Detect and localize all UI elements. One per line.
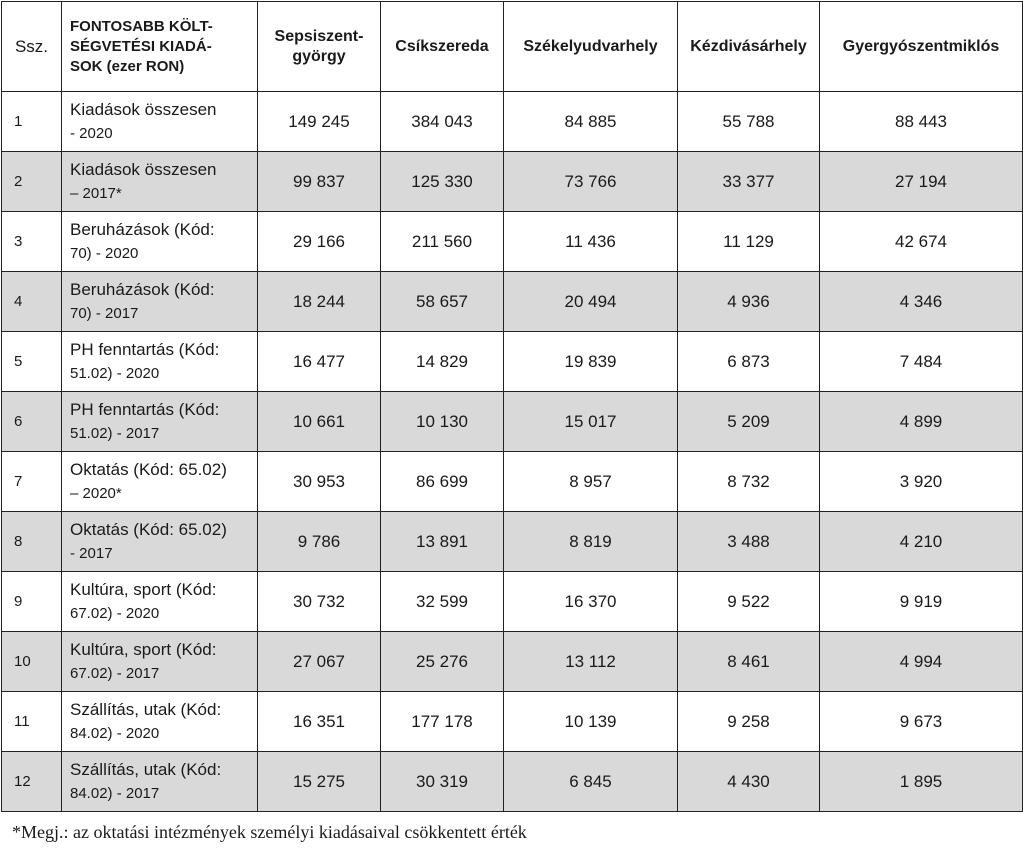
row-label-line: 51.02) - 2020 xyxy=(70,364,160,382)
row-label-line: – 2017* xyxy=(70,184,122,202)
row-label xyxy=(62,392,258,452)
value-cell: 11 436 xyxy=(504,212,678,272)
row-number: 10 xyxy=(2,632,62,692)
table-row xyxy=(2,572,1023,632)
table-row xyxy=(2,212,1023,272)
row-number: 7 xyxy=(2,452,62,512)
value-cell: 86 699 xyxy=(381,452,504,512)
table-row xyxy=(2,752,1023,812)
value-cell: 125 330 xyxy=(381,152,504,212)
header-city-csikszereda: Csíkszereda xyxy=(381,2,504,92)
row-label-line: 70) - 2017 xyxy=(70,304,139,322)
row-label-line: 84.02) - 2017 xyxy=(70,784,160,802)
row-label-line: PH fenntartás (Kód: xyxy=(70,339,220,359)
row-number: 1 xyxy=(2,92,62,152)
value-cell: 13 891 xyxy=(381,512,504,572)
value-cell: 8 957 xyxy=(504,452,678,512)
header-city-kezdivasarhely: Kézdivásárhely xyxy=(678,2,820,92)
header-row xyxy=(2,2,1023,92)
value-cell: 84 885 xyxy=(504,92,678,152)
table-row xyxy=(2,152,1023,212)
value-cell: 55 788 xyxy=(678,92,820,152)
header-city-line: györgy xyxy=(292,47,346,65)
value-cell: 30 732 xyxy=(258,572,381,632)
value-cell: 27 194 xyxy=(820,152,1023,212)
value-cell: 10 130 xyxy=(381,392,504,452)
value-cell: 4 210 xyxy=(820,512,1023,572)
row-label-line: Kiadások összesen xyxy=(70,159,217,179)
header-city-szekelyudvarhely: Székelyudvarhely xyxy=(504,2,678,92)
table-row xyxy=(2,512,1023,572)
row-label-line: Szállítás, utak (Kód: xyxy=(70,759,222,779)
row-label-line: - 2017 xyxy=(70,544,113,562)
value-cell: 16 477 xyxy=(258,332,381,392)
row-label-line: 67.02) - 2017 xyxy=(70,664,160,682)
row-label-line: Kultúra, sport (Kód: xyxy=(70,639,217,659)
row-number: 11 xyxy=(2,692,62,752)
value-cell: 1 895 xyxy=(820,752,1023,812)
value-cell: 42 674 xyxy=(820,212,1023,272)
table-row xyxy=(2,692,1023,752)
row-label xyxy=(62,212,258,272)
value-cell: 33 377 xyxy=(678,152,820,212)
value-cell: 10 139 xyxy=(504,692,678,752)
value-cell: 3 488 xyxy=(678,512,820,572)
table-row xyxy=(2,92,1023,152)
value-cell: 6 845 xyxy=(504,752,678,812)
row-number: 3 xyxy=(2,212,62,272)
header-ssz: Ssz. xyxy=(2,2,62,92)
value-cell: 9 919 xyxy=(820,572,1023,632)
value-cell: 18 244 xyxy=(258,272,381,332)
value-cell: 19 839 xyxy=(504,332,678,392)
header-city-sepsiszentgyorgy xyxy=(258,2,381,92)
value-cell: 14 829 xyxy=(381,332,504,392)
table-row xyxy=(2,632,1023,692)
row-label xyxy=(62,452,258,512)
value-cell: 8 461 xyxy=(678,632,820,692)
row-label-line: Kiadások összesen xyxy=(70,99,217,119)
table-row xyxy=(2,332,1023,392)
value-cell: 4 936 xyxy=(678,272,820,332)
value-cell: 4 346 xyxy=(820,272,1023,332)
row-label xyxy=(62,632,258,692)
value-cell: 16 370 xyxy=(504,572,678,632)
row-label-line: Oktatás (Kód: 65.02) xyxy=(70,519,227,539)
table-row xyxy=(2,272,1023,332)
value-cell: 9 258 xyxy=(678,692,820,752)
header-title-line: SÉGVETÉSI KIADÁ- xyxy=(70,37,212,55)
row-label-line: PH fenntartás (Kód: xyxy=(70,399,220,419)
value-cell: 20 494 xyxy=(504,272,678,332)
header-city-line: Sepsiszent- xyxy=(274,27,364,45)
value-cell: 73 766 xyxy=(504,152,678,212)
row-number: 2 xyxy=(2,152,62,212)
row-label-line: - 2020 xyxy=(70,124,113,142)
row-number: 5 xyxy=(2,332,62,392)
header-title-line: FONTOSABB KÖLT- xyxy=(70,17,213,35)
table-row xyxy=(2,392,1023,452)
table-row xyxy=(2,452,1023,512)
row-label-line: Beruházások (Kód: xyxy=(70,279,215,299)
value-cell: 4 899 xyxy=(820,392,1023,452)
row-number: 12 xyxy=(2,752,62,812)
value-cell: 9 522 xyxy=(678,572,820,632)
row-label xyxy=(62,272,258,332)
row-label-line: – 2020* xyxy=(70,484,122,502)
row-number: 4 xyxy=(2,272,62,332)
value-cell: 5 209 xyxy=(678,392,820,452)
row-label xyxy=(62,92,258,152)
row-label xyxy=(62,692,258,752)
row-number: 9 xyxy=(2,572,62,632)
value-cell: 9 673 xyxy=(820,692,1023,752)
value-cell: 29 166 xyxy=(258,212,381,272)
value-cell: 8 819 xyxy=(504,512,678,572)
value-cell: 88 443 xyxy=(820,92,1023,152)
row-label xyxy=(62,152,258,212)
header-title-line: SOK (ezer RON) xyxy=(70,57,185,75)
row-number: 8 xyxy=(2,512,62,572)
row-label-line: Szállítás, utak (Kód: xyxy=(70,699,222,719)
budget-table xyxy=(1,1,1023,812)
value-cell: 15 275 xyxy=(258,752,381,812)
row-label-line: 70) - 2020 xyxy=(70,244,139,262)
header-city-gyergyoszentmiklos: Gyergyószentmiklós xyxy=(820,2,1023,92)
row-label-line: Oktatás (Kód: 65.02) xyxy=(70,459,227,479)
value-cell: 177 178 xyxy=(381,692,504,752)
value-cell: 9 786 xyxy=(258,512,381,572)
row-number: 6 xyxy=(2,392,62,452)
value-cell: 4 430 xyxy=(678,752,820,812)
value-cell: 211 560 xyxy=(381,212,504,272)
footnote: *Megj.: az oktatási intézmények személyi kiadásaival csökkentett érték xyxy=(12,822,527,842)
row-label-line: 51.02) - 2017 xyxy=(70,424,160,442)
value-cell: 8 732 xyxy=(678,452,820,512)
value-cell: 384 043 xyxy=(381,92,504,152)
value-cell: 30 319 xyxy=(381,752,504,812)
value-cell: 10 661 xyxy=(258,392,381,452)
row-label-line: Beruházások (Kód: xyxy=(70,219,215,239)
value-cell: 11 129 xyxy=(678,212,820,272)
value-cell: 3 920 xyxy=(820,452,1023,512)
value-cell: 4 994 xyxy=(820,632,1023,692)
value-cell: 6 873 xyxy=(678,332,820,392)
value-cell: 149 245 xyxy=(258,92,381,152)
value-cell: 32 599 xyxy=(381,572,504,632)
value-cell: 30 953 xyxy=(258,452,381,512)
value-cell: 58 657 xyxy=(381,272,504,332)
value-cell: 15 017 xyxy=(504,392,678,452)
row-label xyxy=(62,512,258,572)
value-cell: 13 112 xyxy=(504,632,678,692)
header-title xyxy=(62,2,258,92)
row-label-line: 84.02) - 2020 xyxy=(70,724,160,742)
value-cell: 7 484 xyxy=(820,332,1023,392)
value-cell: 27 067 xyxy=(258,632,381,692)
row-label-line: Kultúra, sport (Kód: xyxy=(70,579,217,599)
value-cell: 25 276 xyxy=(381,632,504,692)
value-cell: 99 837 xyxy=(258,152,381,212)
value-cell: 16 351 xyxy=(258,692,381,752)
table-body xyxy=(2,92,1023,812)
row-label xyxy=(62,572,258,632)
row-label xyxy=(62,752,258,812)
row-label-line: 67.02) - 2020 xyxy=(70,604,160,622)
row-label xyxy=(62,332,258,392)
